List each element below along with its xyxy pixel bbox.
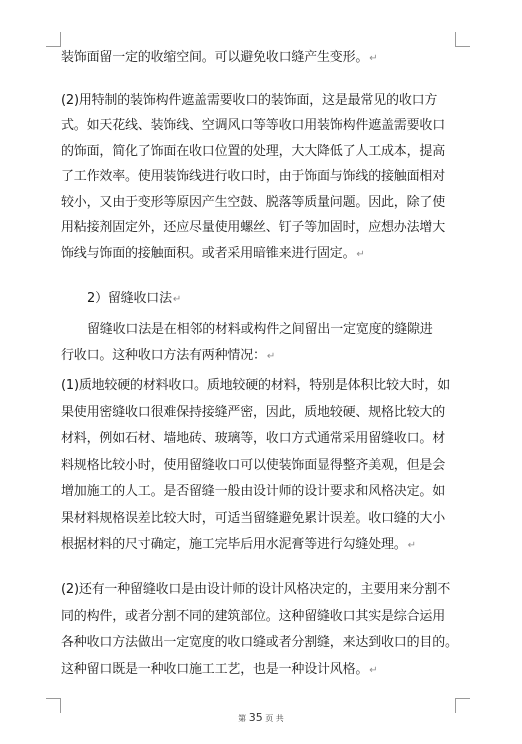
paragraph-mark-icon: ↵ xyxy=(407,540,416,551)
text-line: (2)还有一种留缝收口是由设计师的设计风格决定的，主要用来分割不 xyxy=(61,582,451,597)
paragraph-mark-icon: ↵ xyxy=(172,294,182,305)
footer-prefix: 第 xyxy=(238,714,247,723)
page-number: 35 xyxy=(248,711,263,724)
text-line: 果材料规格误差比较大时，可适当留缝避免累计误差。收口缝的大小 xyxy=(61,511,446,526)
paragraph-mark-icon: ↵ xyxy=(266,351,275,362)
paragraph-mark-icon: ↵ xyxy=(369,665,378,676)
section-heading: 2）留缝收口法↵ xyxy=(87,291,182,306)
text-line: (2)用特制的装饰构件遮盖需要收口的装饰面，这是最常见的收口方 xyxy=(61,93,438,108)
text-line: (1)质地较硬的材料收口。质地较硬的材料，特别是体积比较大时，如 xyxy=(61,378,451,393)
text-line: 果使用密缝收口很难保持接缝严密，因此，质地较硬、规格比较大的 xyxy=(61,405,446,420)
text-line: 料规格比较小时，使用留缝收口可以使装饰面显得整齐美观，但是会 xyxy=(61,458,446,473)
text-line: 用粘接剂固定外，还应尽量使用螺丝、钉子等加固时，应想办法增大 xyxy=(61,220,446,235)
paragraph-mark-icon: ↵ xyxy=(356,249,365,260)
text-line: 装饰面留一定的收缩空间。可以避免收口缝产生变形。↵ xyxy=(61,50,378,65)
text-line: 各种收口方法做出一定宽度的收口缝或者分割缝，来达到收口的目的。 xyxy=(61,635,458,650)
text-line: 根据材料的尺寸确定，施工完毕后用水泥膏等进行勾缝处理。↵ xyxy=(61,537,416,552)
text-line: 留缝收口法是在相邻的材料或构件之间留出一定宽度的缝隙进 xyxy=(87,322,433,337)
text-line: 的饰面，简化了饰面在收口位置的处理，大大降低了人工成本，提高 xyxy=(61,144,446,159)
text-line: 行收口。这种收口方法有两种情况：↵ xyxy=(61,348,275,363)
text-line: 增加施工的人工。是否留缝一般由设计师的设计要求和风格决定。如 xyxy=(61,484,446,499)
page-footer xyxy=(0,711,522,725)
paragraph-mark-icon: ↵ xyxy=(369,53,378,64)
text-line: 了工作效率。使用装饰线进行收口时，由于饰面与饰线的接触面相对 xyxy=(61,169,446,184)
margin-corner-top-right xyxy=(455,32,470,47)
text-line: 较小，又由于变形等原因产生空鼓、脱落等质量问题。因此，除了使 xyxy=(61,195,446,210)
text-line: 式。如天花线、装饰线、空调风口等等收口用装饰构件遮盖需要收口 xyxy=(61,118,446,133)
text-line: 同的构件，或者分割不同的建筑部位。这种留缝收口其实是综合运用 xyxy=(61,609,446,624)
text-line: 这种留口既是一种收口施工工艺，也是一种设计风格。↵ xyxy=(61,662,378,677)
text-line: 饰线与饰面的接触面积。或者采用暗锥来进行固定。↵ xyxy=(61,246,365,261)
text-line: 材料，例如石材、墙地砖、玻璃等，收口方式通常采用留缝收口。材 xyxy=(61,431,446,446)
margin-corner-top-left xyxy=(46,32,61,47)
footer-suffix: 页 共 xyxy=(265,714,284,723)
